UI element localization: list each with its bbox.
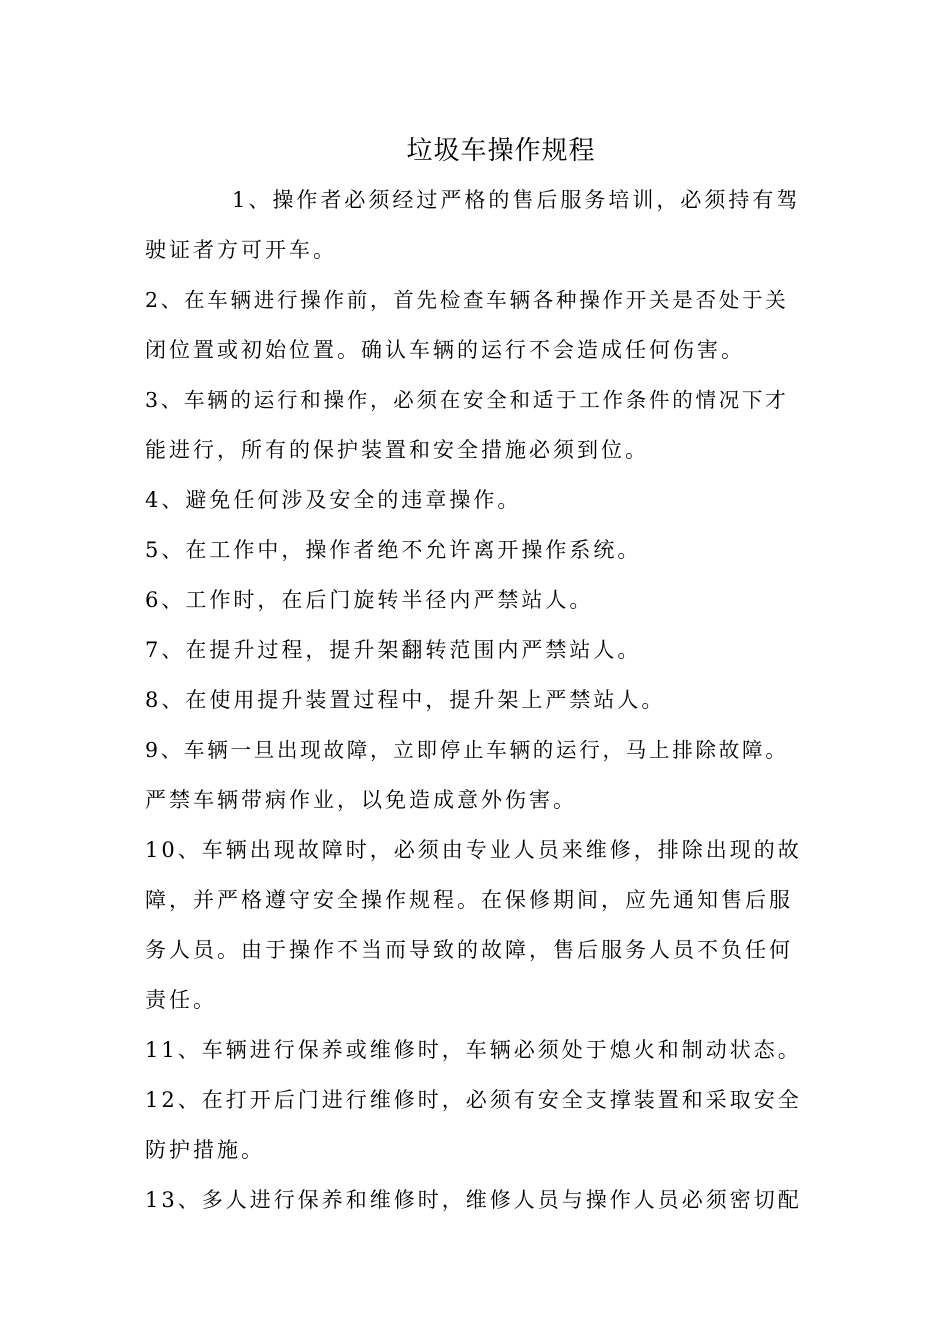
rule-2-line-1: 2、在车辆进行操作前，首先检查车辆各种操作开关是否处于关 xyxy=(145,288,789,312)
rule-12-line-1: 12、在打开后门进行维修时，必须有安全支撑装置和采取安全 xyxy=(145,1088,802,1112)
rule-10-line-2: 障，并严格遵守安全操作规程。在保修期间，应先通知售后服 xyxy=(145,888,793,912)
rule-1-line-1: 1、操作者必须经过严格的售后服务培训，必须持有驾 xyxy=(232,188,801,212)
document-title: 垃圾车操作规程 xyxy=(406,136,596,166)
rule-11-line-1: 11、车辆进行保养或维修时，车辆必须处于熄火和制动状态。 xyxy=(145,1038,802,1062)
rule-13-line-1: 13、多人进行保养和维修时，维修人员与操作人员必须密切配 xyxy=(145,1188,802,1212)
rule-9-line-2: 严禁车辆带病作业，以免造成意外伤害。 xyxy=(145,788,577,812)
rule-7-line-1: 7、在提升过程，提升架翻转范围内严禁站人。 xyxy=(145,638,642,662)
rule-9-line-1: 9、车辆一旦出现故障，立即停止车辆的运行，马上排除故障。 xyxy=(145,738,789,762)
rule-5-line-1: 5、在工作中，操作者绝不允许离开操作系统。 xyxy=(145,538,642,562)
rule-10-line-4: 责任。 xyxy=(145,988,217,1012)
rule-12-line-2: 防护措施。 xyxy=(145,1138,265,1162)
rule-8-line-1: 8、在使用提升装置过程中，提升架上严禁站人。 xyxy=(145,688,666,712)
rule-3-line-1: 3、车辆的运行和操作，必须在安全和适于工作条件的情况下才 xyxy=(145,388,789,412)
rule-3-line-2: 能进行，所有的保护装置和安全措施必须到位。 xyxy=(145,438,649,462)
rule-6-line-1: 6、工作时，在后门旋转半径内严禁站人。 xyxy=(145,588,594,612)
rule-4-line-1: 4、避免任何涉及安全的违章操作。 xyxy=(145,488,522,512)
rule-10-line-3: 务人员。由于操作不当而导致的故障，售后服务人员不负任何 xyxy=(145,938,793,962)
rule-10-line-1: 10、车辆出现故障时，必须由专业人员来维修，排除出现的故 xyxy=(145,838,802,862)
rule-2-line-2: 闭位置或初始位置。确认车辆的运行不会造成任何伤害。 xyxy=(145,338,745,362)
rule-1-line-2: 驶证者方可开车。 xyxy=(145,238,337,262)
